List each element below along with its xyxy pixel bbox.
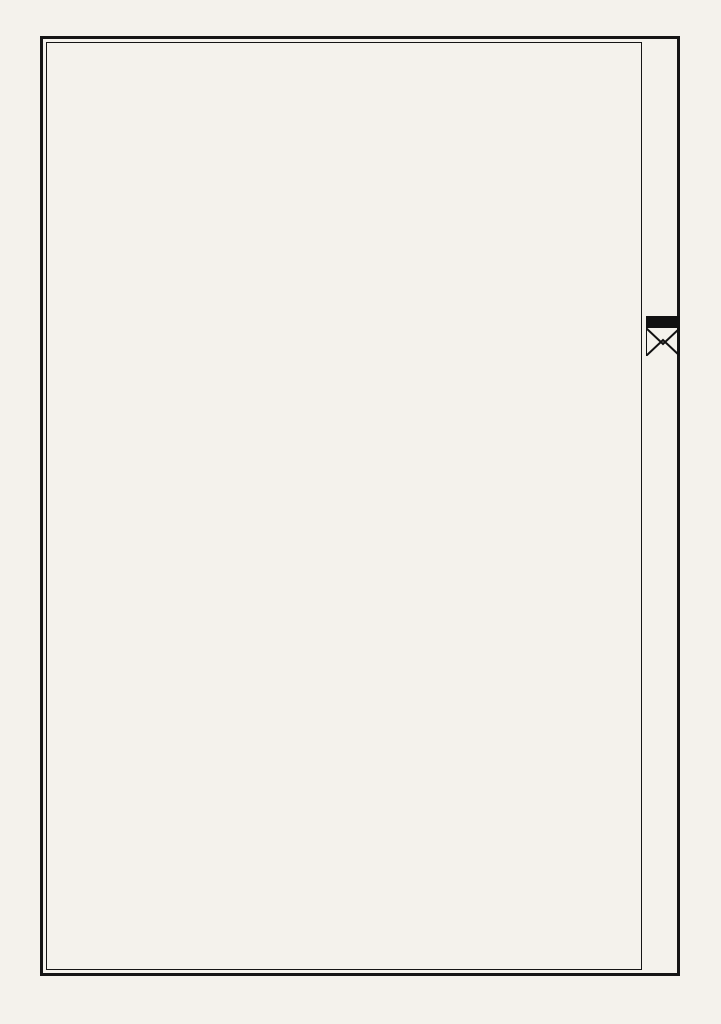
fishtail-mark-icon [646, 316, 680, 356]
page-border-inner [46, 42, 642, 970]
margin-book-title [646, 62, 680, 292]
